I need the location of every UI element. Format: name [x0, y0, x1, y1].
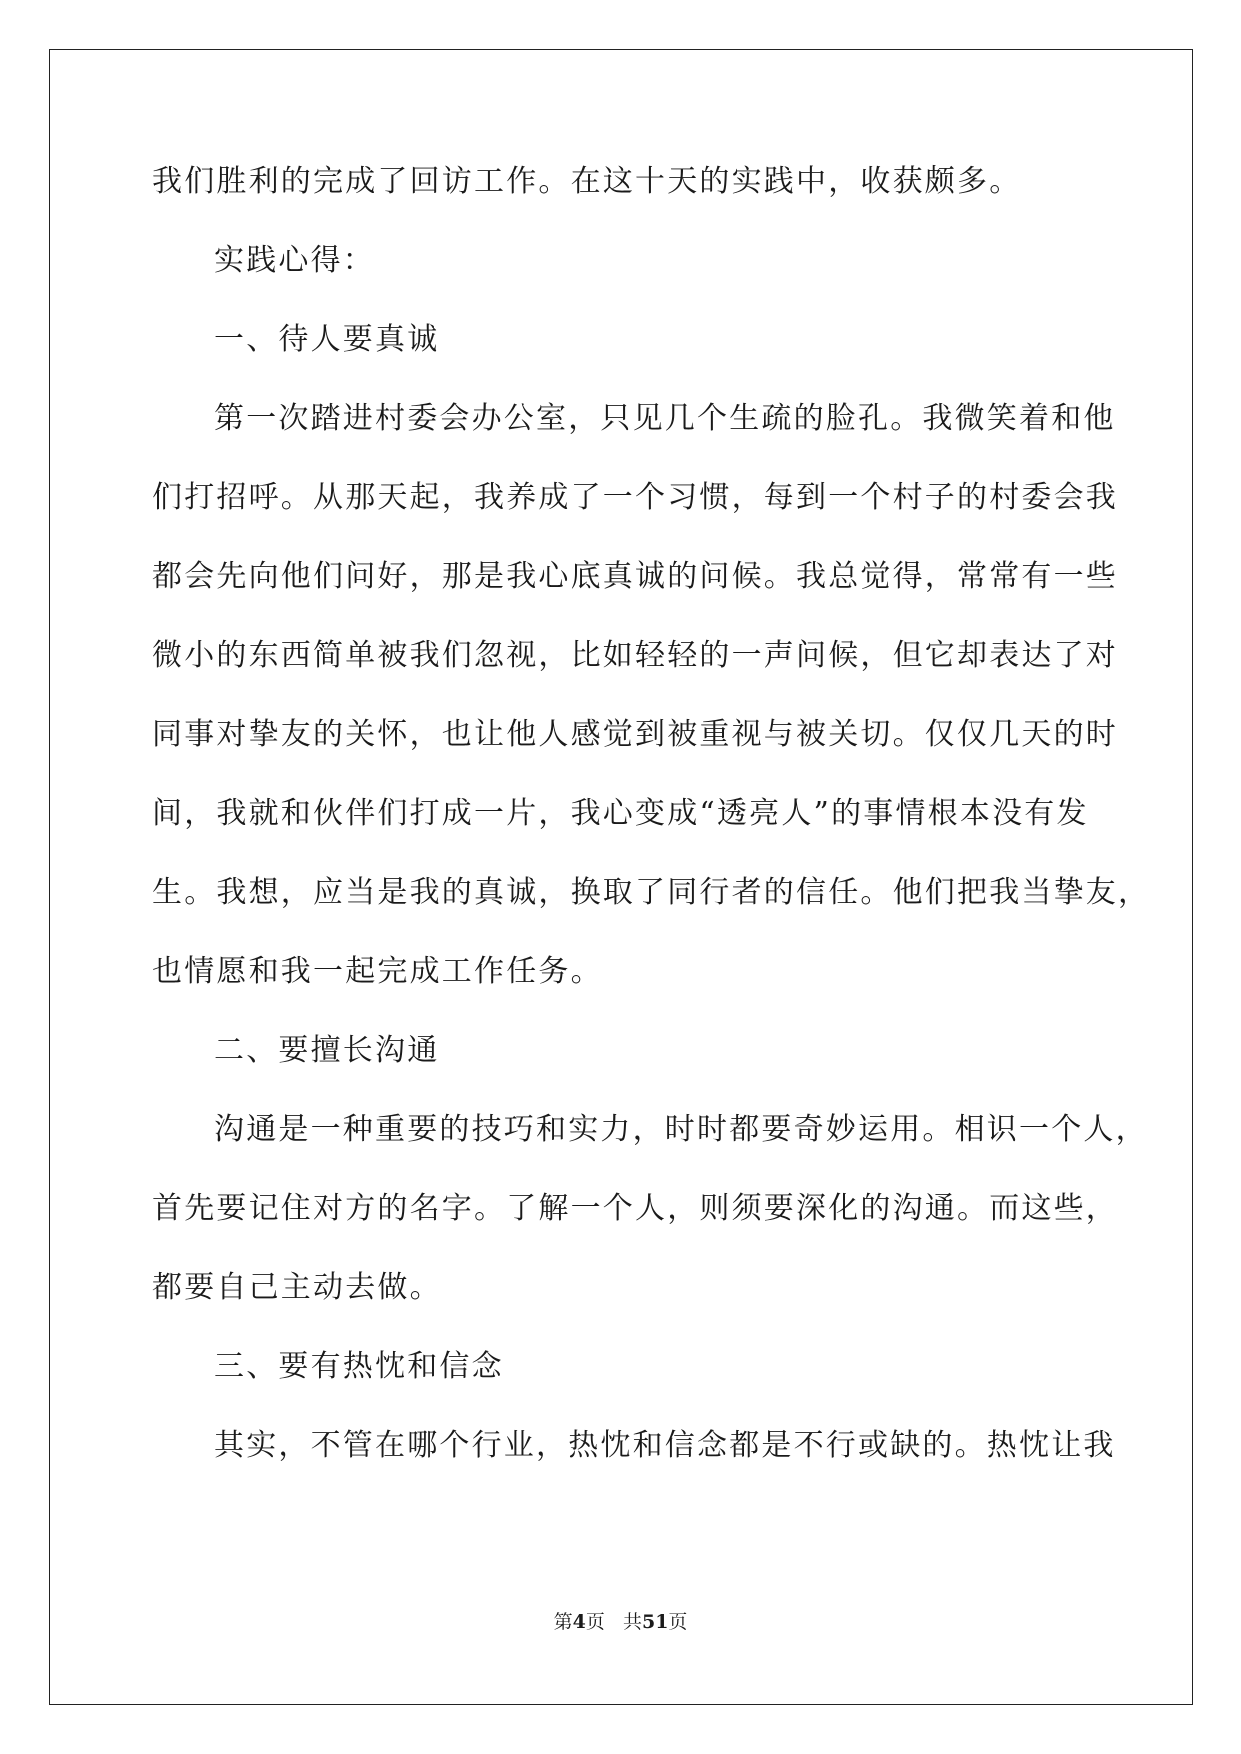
- page-footer: [0, 1610, 1241, 1634]
- total-suffix: 页: [668, 1611, 688, 1633]
- paragraph-line: 第一次踏进村委会办公室，只见几个生疏的脸孔。我微笑着和他: [214, 401, 1116, 436]
- paragraph-line: 们打招呼。从那天起，我养成了一个习惯，每到一个村子的村委会我: [152, 480, 1118, 515]
- paragraph-line: 其实，不管在哪个行业，热忱和信念都是不行或缺的。热忱让我: [214, 1428, 1116, 1463]
- page-number: 4: [572, 1611, 586, 1633]
- document-body: [152, 162, 1151, 1505]
- paragraph-line: 我们胜利的完成了回访工作。在这十天的实践中，收获颇多。: [152, 164, 1022, 199]
- section-heading-1: 一、待人要真诚: [214, 322, 440, 357]
- total-pages: 51: [641, 1611, 669, 1633]
- section-label-practice-notes: 实践心得：: [214, 243, 375, 278]
- page-suffix: 页: [585, 1611, 605, 1633]
- page-prefix: 第: [553, 1611, 573, 1633]
- paragraph-line: 首先要记住对方的名字。了解一个人，则须要深化的沟通。而这些，: [152, 1191, 1118, 1226]
- paragraph-line: 微小的东西简单被我们忽视，比如轻轻的一声问候，但它却表达了对: [152, 638, 1118, 673]
- paragraph-line: 同事对挚友的关怀，也让他人感觉到被重视与被关切。仅仅几天的时: [152, 717, 1118, 752]
- paragraph-line: 沟通是一种重要的技巧和实力，时时都要奇妙运用。相识一个人，: [214, 1112, 1148, 1147]
- paragraph-line: 也情愿和我一起完成工作任务。: [152, 954, 603, 989]
- section-heading-2: 二、要擅长沟通: [214, 1033, 440, 1068]
- paragraph-line: 生。我想，应当是我的真诚，换取了同行者的信任。他们把我当挚友，: [152, 875, 1151, 910]
- section-heading-3: 三、要有热忱和信念: [214, 1349, 504, 1384]
- paragraph-line: 间，我就和伙伴们打成一片，我心变成“透亮人”的事情根本没有发: [152, 796, 1089, 831]
- paragraph-line: 都会先向他们问好，那是我心底真诚的问候。我总觉得，常常有一些: [152, 559, 1118, 594]
- paragraph-line: 都要自己主动去做。: [152, 1270, 442, 1305]
- total-prefix: 共: [622, 1611, 642, 1633]
